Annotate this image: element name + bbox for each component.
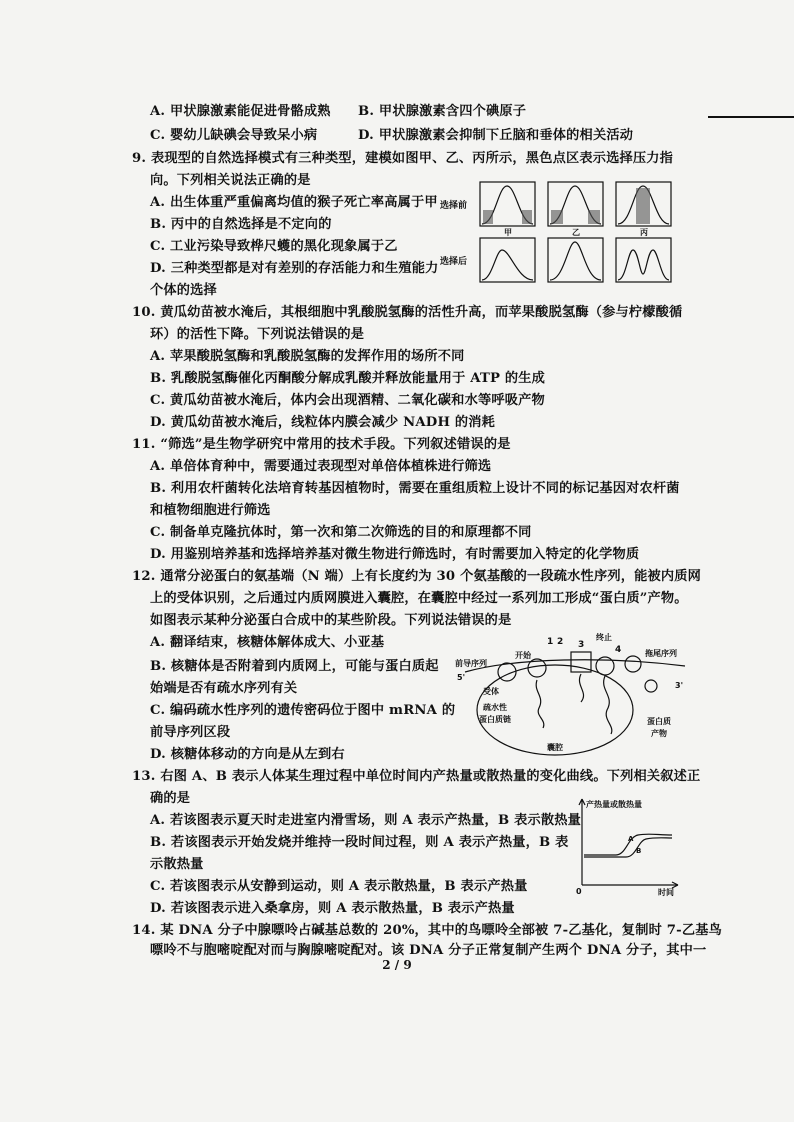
q13-option-d: D. 若该图表示进入桑拿房，则 A 表示散热量，B 表示产热量 bbox=[150, 901, 515, 916]
q12-label-product-2: 产物 bbox=[651, 729, 667, 738]
margin-rule bbox=[708, 116, 794, 118]
q10-option-a: A. 苹果酸脱氢酶和乳酸脱氢酶的发挥作用的场所不同 bbox=[150, 349, 465, 364]
q12-label-hydrophobic-1: 疏水性 bbox=[483, 703, 507, 712]
q12-option-c-line2: 前导序列区段 bbox=[150, 725, 231, 740]
q9-selection-figure bbox=[440, 180, 680, 290]
q13-curve-label-a: A bbox=[628, 835, 634, 843]
q12-label-lumen: 囊腔 bbox=[547, 743, 563, 752]
q12-option-b-line1: B. 核糖体是否附着到内质网上，可能与蛋白质起 bbox=[150, 659, 439, 674]
q13-heat-figure bbox=[572, 795, 682, 895]
q12-option-c-line1: C. 编码疏水性序列的遗传密码位于图中 mRNA 的 bbox=[150, 703, 456, 718]
q13-option-a: A. 若该图表示夏天时走进室内滑雪场，则 A 表示产热量，B 表示散热量 bbox=[150, 813, 582, 828]
q12-num-3: 3 bbox=[578, 640, 585, 650]
q10-stem-line1: 10. 黄瓜幼苗被水淹后，其根细胞中乳酸脱氢酶的活性升高，而苹果酸脱氢酶（参与柠檬酸循 bbox=[132, 305, 683, 320]
q9-stem-line2: 向。下列相关说法正确的是 bbox=[150, 173, 311, 188]
q9-curve-after-bing bbox=[618, 250, 669, 280]
q9-curve-after-yi bbox=[550, 242, 601, 280]
q11-option-d: D. 用鉴别培养基和选择培养基对微生物进行筛选时，有时需要加入特定的化学物质 bbox=[150, 547, 640, 562]
q11-stem: 11. “筛选”是生物学研究中常用的技术手段。下列叙述错误的是 bbox=[132, 437, 511, 452]
q12-label-leader: 前导序列 bbox=[455, 659, 487, 668]
q12-num-4: 4 bbox=[615, 645, 622, 655]
q8-option-d: D. 甲状腺激素会抑制下丘脑和垂体的相关活动 bbox=[358, 128, 634, 143]
q12-label-3prime: 3' bbox=[675, 681, 684, 690]
q11-option-b-line2: 和植物细胞进行筛选 bbox=[150, 503, 271, 518]
q12-stem-line3: 如图表示某种分泌蛋白合成中的某些阶段。下列说法错误的是 bbox=[150, 613, 512, 628]
q14-stem-line1: 14. 某 DNA 分子中腺嘌呤占碱基总数的 20%，其中的鸟嘌呤全部被 7-乙基化，复制时 7-乙基鸟 bbox=[132, 923, 722, 938]
q9-option-a: A. 出生体重严重偏离均值的猴子死亡率高属于甲 bbox=[150, 195, 438, 210]
q9-panel-label-jia: 甲 bbox=[504, 228, 512, 237]
q9-option-b: B. 丙中的自然选择是不定向的 bbox=[150, 217, 332, 232]
q9-option-d-line2: 个体的选择 bbox=[150, 283, 217, 298]
q12-label-product-1: 蛋白质 bbox=[647, 717, 671, 726]
q13-option-b-line2: 示散热量 bbox=[150, 857, 204, 872]
q14-stem-line2: 嘌呤不与胞嘧啶配对而与胸腺嘧啶配对。该 DNA 分子正常复制产生两个 DNA 分子，其中一 bbox=[150, 943, 707, 958]
q12-peptide-chain bbox=[579, 674, 583, 702]
q13-stem-line1: 13. 右图 A、B 表示人体某生理过程中单位时间内产热量或散热量的变化曲线。下列相关叙述正 bbox=[132, 769, 701, 784]
q11-option-c: C. 制备单克隆抗体时，第一次和第二次筛选的目的和原理都不同 bbox=[150, 525, 532, 540]
q9-option-c: C. 工业污染导致桦尺蠖的黑化现象属于乙 bbox=[150, 239, 398, 254]
q12-stem-line1: 12. 通常分泌蛋白的氨基端（N 端）上有长度约为 30 个氨基酸的一段疏水性序列，能被内质网 bbox=[132, 569, 702, 584]
q10-option-b: B. 乳酸脱氢酶催化丙酮酸分解成乳酸并释放能量用于 ATP 的生成 bbox=[150, 371, 546, 386]
q9-row-label-before: 选择前 bbox=[440, 201, 468, 211]
q12-label-receptor: 受体 bbox=[483, 687, 499, 696]
q9-stem-line1: 9. 表现型的自然选择模式有三种类型，建模如图甲、乙、丙所示，黑色点区表示选择压力指 bbox=[132, 151, 674, 166]
q9-panel-frame bbox=[548, 238, 603, 282]
q9-pressure-area bbox=[588, 210, 600, 224]
q9-curve-after-jia bbox=[482, 250, 533, 280]
q12-num-1: 1 bbox=[547, 637, 554, 647]
q12-label-stop: 终止 bbox=[596, 633, 612, 642]
q12-option-b-line2: 始端是否有疏水序列有关 bbox=[150, 681, 298, 696]
q12-option-a: A. 翻译结束，核糖体解体成大、小亚基 bbox=[150, 635, 385, 650]
q9-pressure-area bbox=[551, 210, 563, 224]
q11-option-b-line1: B. 利用农杆菌转化法培育转基因植物时，需要在重组质粒上设计不同的标记基因对农杆菌 bbox=[150, 481, 680, 496]
q10-option-c: C. 黄瓜幼苗被水淹后，体内会出现酒精、二氧化碳和水等呼吸产物 bbox=[150, 393, 545, 408]
q13-stem-line2: 确的是 bbox=[150, 791, 191, 806]
q12-label-5prime: 5' bbox=[457, 673, 466, 682]
q9-option-d-line1: D. 三种类型都是对有差别的存活能力和生殖能力 bbox=[150, 261, 439, 276]
q9-pressure-area bbox=[522, 210, 532, 224]
q10-stem-line2: 环）的活性下降。下列说法错误的是 bbox=[150, 327, 365, 342]
q12-peptide-chain bbox=[604, 676, 612, 734]
q12-label-tail: 拖尾序列 bbox=[645, 649, 677, 658]
q12-option-d: D. 核糖体移动的方向是从左到右 bbox=[150, 747, 345, 762]
q12-label-start: 开始 bbox=[515, 651, 531, 660]
q13-origin: 0 bbox=[576, 887, 582, 896]
q12-protein-synthesis-figure bbox=[455, 630, 690, 760]
q12-ribosome bbox=[625, 656, 641, 672]
q12-num-2: 2 bbox=[557, 637, 564, 647]
q11-option-a: A. 单倍体育种中，需要通过表现型对单倍体植株进行筛选 bbox=[150, 459, 492, 474]
q12-stem-line2: 上的受体识别，之后通过内质网膜进入囊腔，在囊腔中经过一系列加工形成“蛋白质”产物。 bbox=[150, 591, 688, 606]
q13-option-b-line1: B. 若该图表示开始发烧并维持一段时间过程，则 A 表示产热量，B 表 bbox=[150, 835, 569, 850]
q13-curve-label-b: B bbox=[636, 847, 642, 855]
q13-xlabel: 时间 bbox=[658, 888, 674, 897]
q8-option-c: C. 婴幼儿缺碘会导致呆小病 bbox=[150, 128, 318, 143]
q9-panel-label-yi: 乙 bbox=[572, 228, 580, 237]
q9-panel-frame bbox=[616, 238, 671, 282]
q12-peptide-chain bbox=[536, 680, 544, 728]
q10-option-d: D. 黄瓜幼苗被水淹后，线粒体内膜会减少 NADH 的消耗 bbox=[150, 415, 496, 430]
q9-row-label-after: 选择后 bbox=[440, 257, 468, 267]
q9-pressure-area bbox=[636, 188, 650, 224]
q8-option-b: B. 甲状腺激素含四个碘原子 bbox=[358, 104, 527, 119]
q13-ylabel: 产热量或散热量 bbox=[586, 800, 642, 809]
q9-pressure-area bbox=[483, 210, 493, 224]
q12-product-blob bbox=[645, 680, 657, 692]
q12-label-hydrophobic-2: 蛋白质链 bbox=[479, 715, 511, 724]
q9-panel-label-bing: 丙 bbox=[640, 228, 648, 237]
page-number: 2 / 9 bbox=[382, 958, 412, 972]
q13-option-c: C. 若该图表示从安静到运动，则 A 表示散热量，B 表示产热量 bbox=[150, 879, 528, 894]
q8-option-a: A. 甲状腺激素能促进骨骼成熟 bbox=[150, 104, 331, 119]
